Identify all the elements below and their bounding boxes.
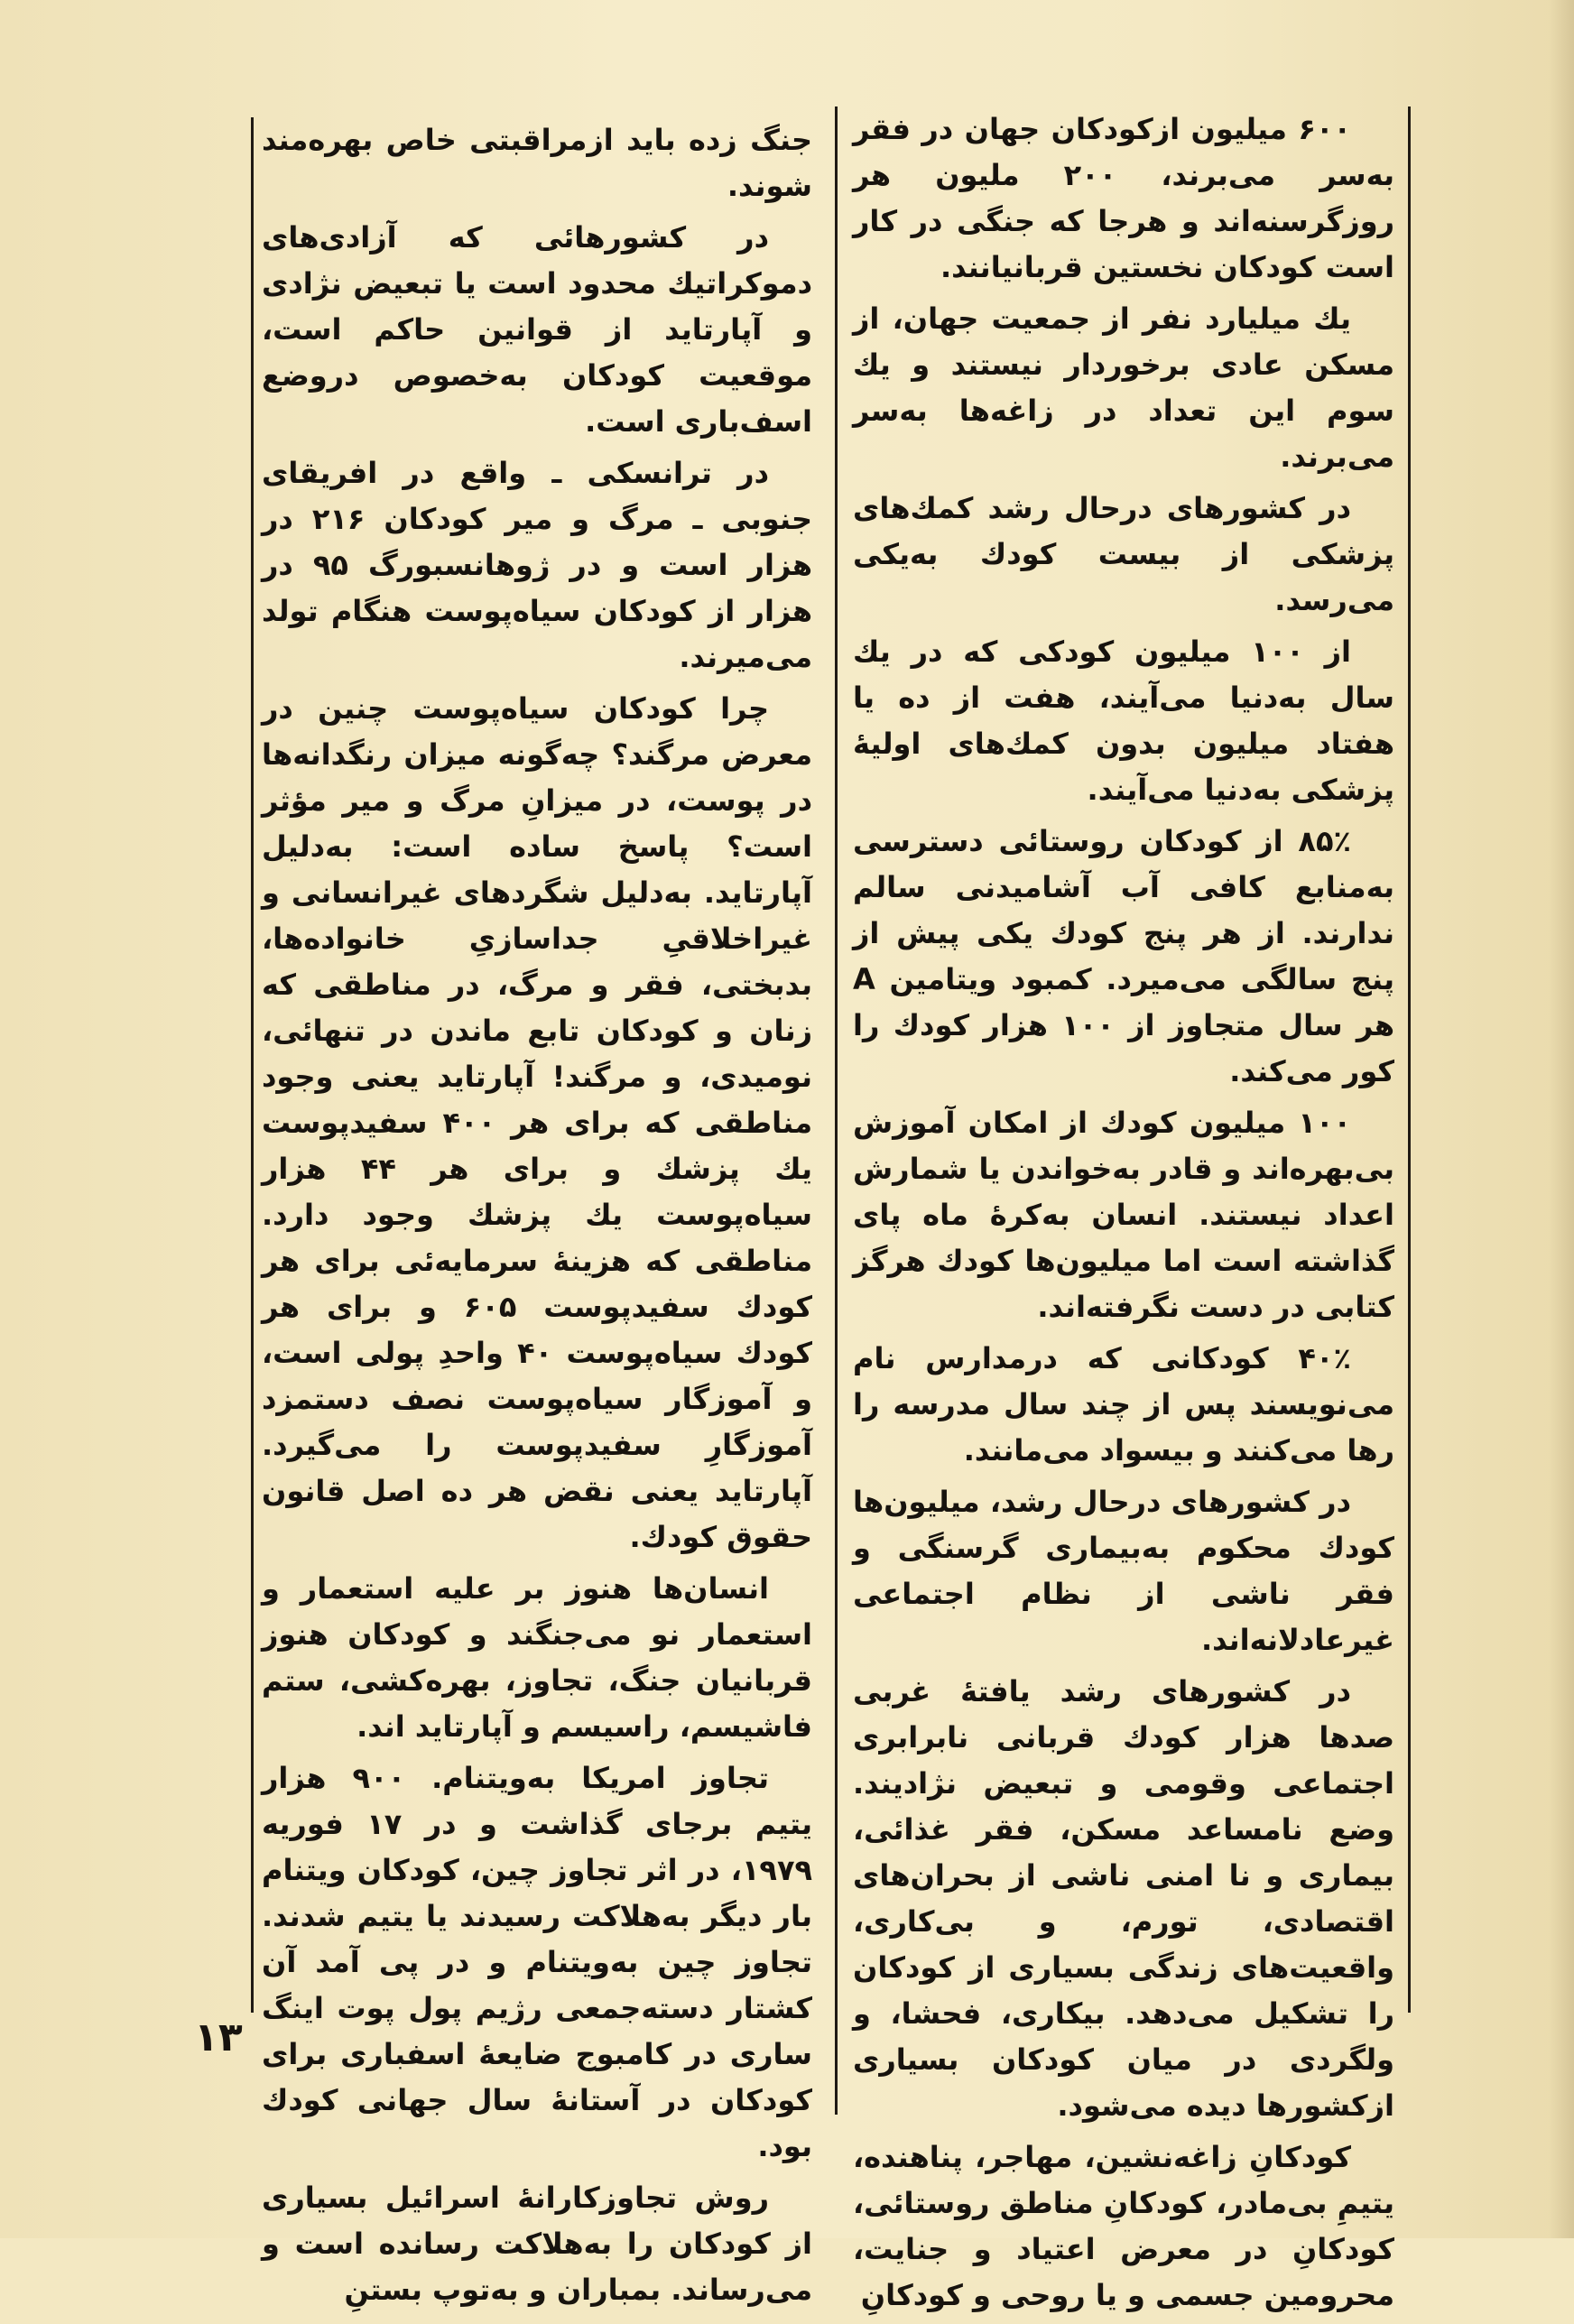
paragraph: جنگ زده باید ازمراقبتی خاص بهره‌مند شوند. xyxy=(262,123,812,203)
paragraph: یك میلیارد نفر از جمعیت جهان، از مسکن عادی برخوردار نیستند و یك سوم این تعداد در زاغه‌ها به‌سر می‌برند. xyxy=(853,301,1394,474)
paragraph: ۶۰۰ میلیون ازکودکان جهان در فقر به‌سر می‌برند، ۲۰۰ ملیون هر روزگرسنه‌اند و هرجا که جنگی در کار است کودکان نخستین قربانیانند. xyxy=(853,112,1394,284)
column-rule-left xyxy=(251,117,254,2013)
paragraph: در کشورهائی که آزادی‌های دموکراتیك محدود است یا تبعیض نژادی و آپارتاید از قوانین حاکم است، موقعیت کودکان به‌خصوص دروضع اسف‌باری است. xyxy=(262,220,812,439)
page-number: ۱۳ xyxy=(194,2014,243,2060)
paragraph: در ترانسکی ـ واقع در افریقای جنوبی ـ مرگ و میر کودکان ۲۱۶ در هزار است و در ژوهانسبورگ ۹۵ در هزار از کودکان سیاه‌پوست هنگام تولد می‌میرند. xyxy=(262,456,813,674)
paragraph: در کشورهای درحال رشد کمك‌های پزشکی از بیست کودك به‌یکی می‌رسد. xyxy=(853,491,1394,617)
paragraph: ۱۰۰ میلیون کودك از امکان آموزش بی‌بهره‌اند و قادر به‌خواندن یا شمارش اعداد نیستند. انسان به‌کرهٔ ماه پای گذاشته است اما میلیون‌ها کودك هرگز کتابی در دست نگرفته‌اند. xyxy=(853,1106,1394,1324)
paragraph: انسان‌ها هنوز بر علیه استعمار و استعمار نو می‌جنگند و کودکان هنوز قربانیان جنگ، تجاوز، بهره‌کشی، ستم فاشیسم، راسیسم و آپارتاید اند. xyxy=(262,1571,812,1744)
paragraph: ۴۰٪ کودکانی که درمدارس نام می‌نویسند پس از چند سال مدرسه را رها می‌کنند و بیسواد می‌مانند. xyxy=(853,1341,1394,1468)
paragraph: در کشورهای رشد یافتهٔ غربی صدها هزار کودك قربانی نابرابری اجتماعی وقومی و تبعیض نژادیند. وضع نامساعد مسکن، فقر غذائی، بیماری و نا امنی ناشی از بحران‌های اقتصادی، تورم، و بی‌کاری، واقعیت‌های زندگی بسیاری از کودکان را تشکیل می‌دهد. بیکاری، فحشا، و ولگردی در میان کودکان بسیاری ازکشورها دیده می‌شود. xyxy=(853,1674,1394,2123)
column-rule-middle xyxy=(835,106,838,2115)
paragraph: تجاوز امریکا به‌ویتنام. ۹۰۰ هزار یتیم برجای گذاشت و در ۱۷ فوریه ۱۹۷۹، در اثر تجاوز چین، کودکان ویتنام بار دیگر به‌هلاکت رسیدند یا یتیم شدند. تجاوز چین به‌ویتنام و در پی آمد آن کشتار دسته‌جمعی رژیم پول پوت اینگ ساری در کامبوج ضایعهٔ اسفباری برای کودکان در آستانهٔ سال جهانی کودك بود. xyxy=(262,1761,813,2163)
text-column-right xyxy=(853,106,1394,2324)
text-column-left xyxy=(262,117,812,2319)
paragraph: کودکانِ زاغه‌نشین، مهاجر، پناهنده، یتیمِ بی‌مادر، کودکانِ مناطق روستائی، کودکانِ در معرض اعتیاد و جنایت، محرومین جسمی و یا روحی و کودکانِ xyxy=(853,2140,1394,2312)
paragraph: چرا کودکان سیاه‌پوست چنین در معرض مرگند؟ چه‌گونه میزان رنگدانه‌ها در پوست، در میزانِ مرگ و میر مؤثر است؟ پاسخ ساده است: به‌دلیل آپارتاید. به‌دلیل شگردهای غیرانسانی و غیراخلاقیِ جداسازیِ خانواده‌ها، بدبختی، فقر و مرگ، در مناطقی که زنان و کودکان تابع ماندن در تنهائی، نومیدی، و مرگند! آپارتاید یعنی وجود مناطقی که برای هر ۴۰۰ سفیدپوست یك پزشك و برای هر ۴۴ هزار سیاه‌پوست یك پزشك وجود دارد. مناطقی که هزینهٔ سرمایه‌ئی برای هر کودك سفیدپوست ۶۰۵ و برای هر کودك سیاه‌پوست ۴۰ واحدِ پولی است، و آموزگار سیاه‌پوست نصف دستمزد آموزگارِ سفیدپوست را می‌گیرد. آپارتاید یعنی نقض هر ده اصل قانون حقوق کودك. xyxy=(262,691,813,1554)
column-rule-right xyxy=(1408,106,1411,2013)
paragraph: ۸۵٪ از کودکان روستائی دسترسی به‌منابع کافی آب آشامیدنی سالم ندارند. از هر پنج کودك یکی پیش از پنج سالگی می‌میرد. کمبود ویتامین A هر سال متجاوز از ۱۰۰ هزار کودك را کور می‌کند. xyxy=(853,824,1395,1088)
paragraph: در کشورهای درحال رشد، میلیون‌ها کودك محکوم به‌بیماری گرسنگی و فقر ناشی از نظام اجتماعی غیرعادلانه‌اند. xyxy=(853,1485,1394,1657)
page-edge-shadow xyxy=(1549,0,1574,2238)
paragraph: روش تجاوزکارانهٔ اسرائیل بسیاری از کودکان را به‌هلاکت رسانده است و می‌رساند. بمباران و به‌توپ بستنِ xyxy=(262,2180,812,2307)
paragraph: از ۱۰۰ میلیون کودکی که در یك سال به‌دنیا می‌آیند، هفت از ده یا هفتاد میلیون بدون کمك‌های اولیهٔ پزشکی به‌دنیا می‌آیند. xyxy=(853,634,1394,807)
